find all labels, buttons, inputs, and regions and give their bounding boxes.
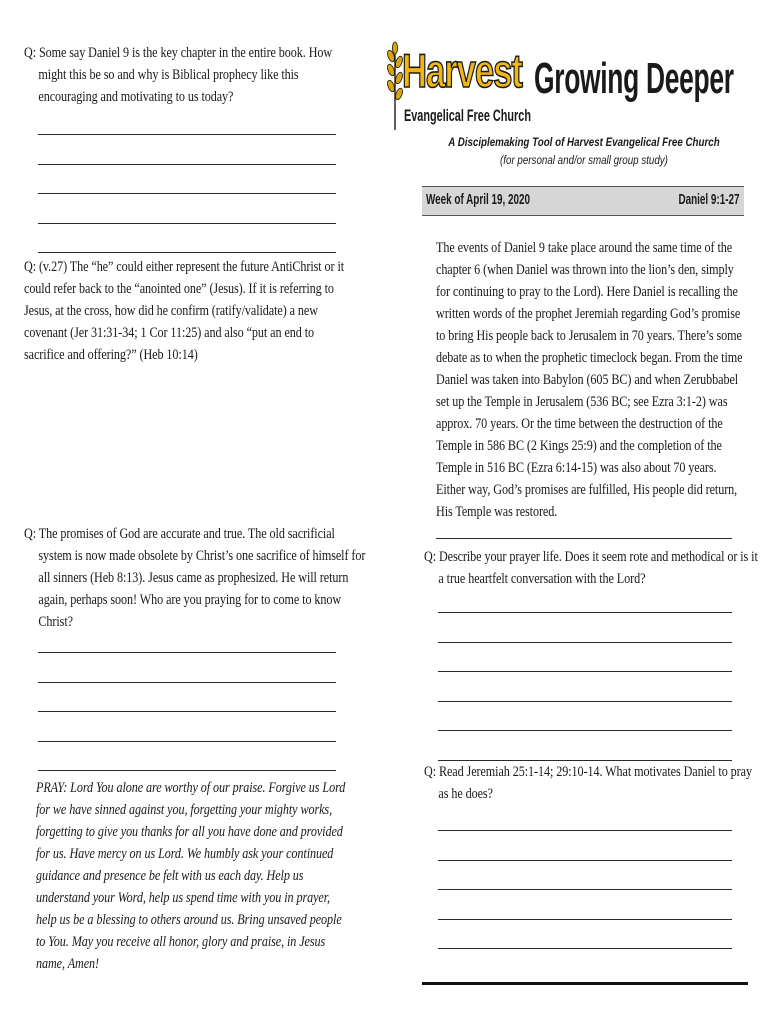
answer-line [438, 948, 732, 949]
page-title: Growing Deeper [534, 54, 734, 103]
bottom-rule [422, 982, 748, 985]
answer-lines-5 [438, 830, 732, 978]
answer-line [436, 538, 732, 539]
prayer: PRAY: Lord You alone are worthy of our praise. Forgive us Lord for we have sinned against you, forgetting your mighty works, forgetting to give you thanks for all you have done and provided for us. Have mercy on us Lord. We humbly ask your continued guidance and presence be felt with us each day. Help us understand your Word, help us spend time with you in prayer, help us be a blessing to others around us. Bring unsaved people to You. May you receive all honor, glory and praise, in Jesus name, Amen! [36, 779, 346, 972]
answer-line [438, 701, 732, 702]
intro-paragraph: The events of Daniel 9 take place around the same time of the chapter 6 (when Daniel was thrown into the lion’s den, simply for continuing to pray to the Lord). Here Daniel is recalling the written words of the prophet Jeremiah regarding God’s promise to bring His people back to Jerusalem in 70 years. There’s some debate as to when the prophetic timeclock began. From the time Daniel was taken into Babylon (605 BC) and when Zerubbabel set up the Temple in Jerusalem (536 BC; see Ezra 3:1-2) was approx. 70 years. Or the time between the destruction of the Temple in 586 BC (2 Kings 25:9) and the completion of the Temple in 516 BC (Ezra 6:14-15) was also about 70 years. Either way, God’s promises are fulfilled, His people did return, His Temple was restored. [436, 239, 743, 520]
logo-subtitle: Evangelical Free Church [404, 106, 531, 125]
answer-line [438, 730, 732, 731]
week-label: Week of April 19, 2020 [426, 191, 531, 208]
answer-line [38, 134, 336, 135]
answer-line [38, 252, 336, 253]
church-logo [382, 40, 531, 132]
answer-line [438, 642, 732, 643]
answer-line [438, 889, 732, 890]
passage-label: Daniel 9:1-27 [678, 191, 740, 208]
answer-line [38, 652, 336, 653]
answer-line [38, 682, 336, 683]
logo-wordmark: Harvest [402, 44, 522, 97]
answer-line [438, 860, 732, 861]
answer-line [438, 671, 732, 672]
question-1: Q: Some say Daniel 9 is the key chapter in the entire book. How might this be so and why is Biblical prophecy like this encouraging and motivating to us today? [24, 44, 333, 105]
question-5: Q: Read Jeremiah 25:1-14; 29:10-14. What motivates Daniel to pray as he does? [424, 763, 752, 802]
answer-line [38, 770, 336, 771]
answer-line [38, 164, 336, 165]
subtagline: (for personal and/or small group study) [500, 155, 668, 167]
answer-line [38, 223, 336, 224]
answer-line [438, 612, 732, 613]
answer-line [38, 711, 336, 712]
answer-line [38, 193, 336, 194]
question-3: Q: The promises of God are accurate and true. The old sacrificial system is now made obsolete by Christ’s one sacrifice of himself for all sinners (Heb 8:13). Jesus came as prophesized. He will return again, perhaps soon! Who are you praying for to come to know Christ? [24, 525, 366, 630]
tagline: A Disciplemaking Tool of Harvest Evangelical Free Church [448, 137, 720, 149]
answer-line [438, 919, 732, 920]
question-4: Q: Describe your prayer life. Does it seem rote and methodical or is it a true heartfelt conversation with the Lord? [424, 548, 758, 587]
answer-line [438, 830, 732, 831]
week-bar [422, 186, 744, 216]
question-2: Q: (v.27) The “he” could either represent the future AntiChrist or it could refer back to the “anointed one” (Jesus). If it is referring to Jesus, at the cross, how did he confirm (ratify/validate) a new covenant (Jer 31:31-34; 1 Cor 11:25) and also “put an end to sacrifice and offering?” (Heb 10:14) [24, 258, 345, 363]
answer-line [38, 741, 336, 742]
